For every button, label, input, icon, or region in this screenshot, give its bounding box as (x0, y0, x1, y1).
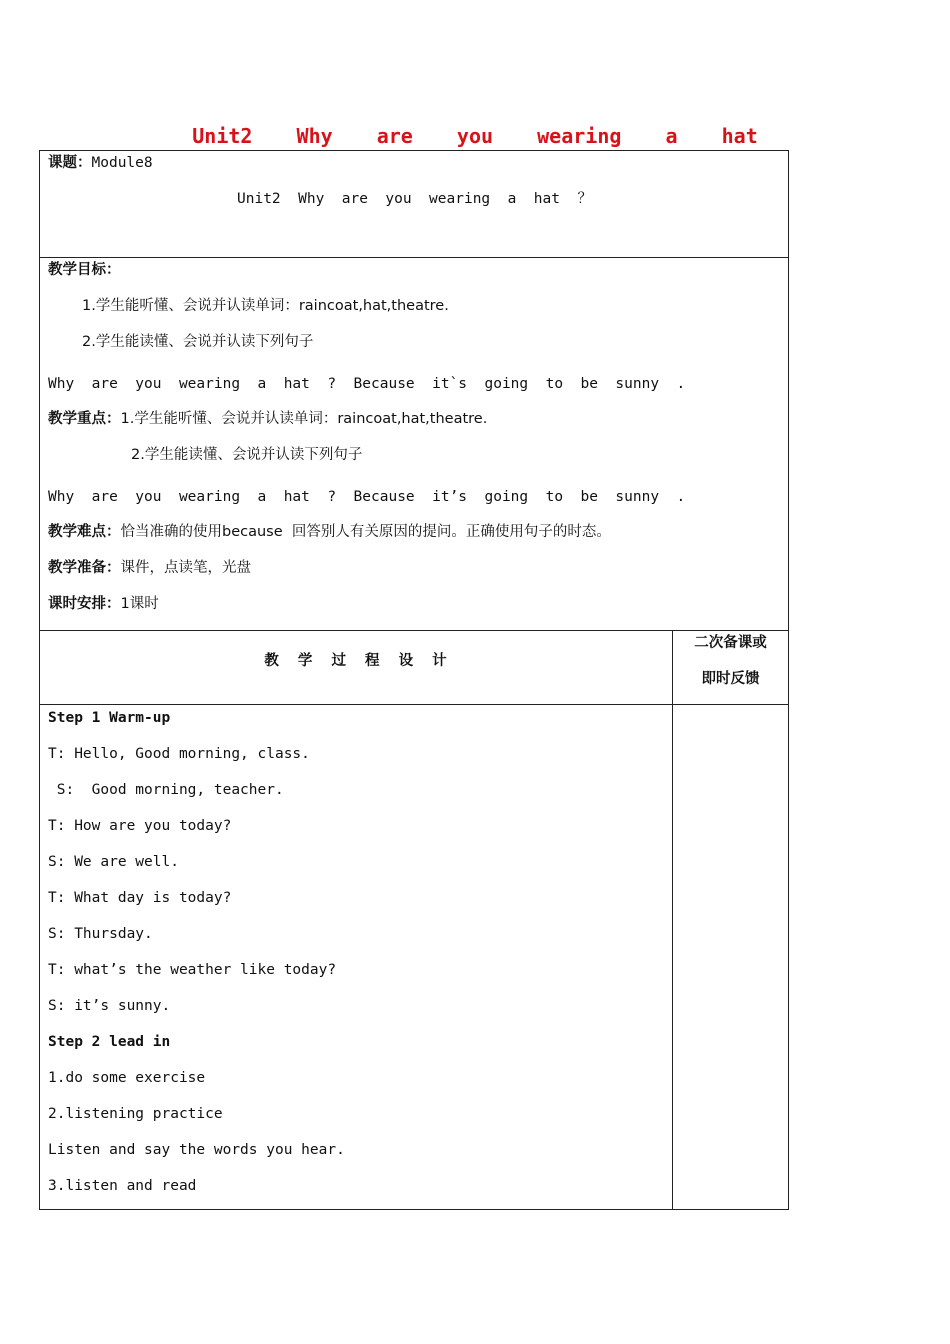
preparation-value: 课件，点读笔，光盘 (120, 560, 251, 576)
key-point-item-2: 2.学生能读懂、会说并认读下列句子 (131, 447, 363, 463)
feedback-header-line1: 二次备课或 (694, 635, 767, 651)
topic-label: 课题： (48, 155, 92, 171)
preparation-row (48, 558, 251, 578)
table-header-divider (39, 704, 789, 705)
key-points-row (48, 409, 487, 429)
dialogue-line: T: Hello, Good morning, class. (48, 746, 310, 762)
difficult-points-row (48, 522, 611, 542)
topic-value: Module8 (91, 155, 153, 171)
step2-line: 3.listen and read (48, 1178, 197, 1194)
objective-sentence: Why are you wearing a hat ? Because it`s going to be sunny . (48, 376, 686, 392)
step2-line: 1.do some exercise (48, 1070, 206, 1086)
dialogue-line: S: Thursday. (48, 926, 153, 942)
objectives-label: 教学目标： (48, 262, 121, 278)
feedback-header-line2: 即时反馈 (701, 671, 760, 687)
schedule-row (48, 594, 159, 614)
dialogue-line: T: What day is today? (48, 890, 232, 906)
dialogue-line: S: it’s sunny. (48, 998, 171, 1014)
dialogue-line: S: We are well. (48, 854, 179, 870)
dialogue-line: S: Good morning, teacher. (48, 782, 284, 798)
table-column-divider (672, 630, 673, 1210)
schedule-label: 课时安排： (48, 596, 121, 612)
objective-item-1: 1.学生能听懂、会说并认读单词：raincoat,hat,theatre. (82, 298, 449, 314)
objective-item-2: 2.学生能读懂、会说并认读下列句子 (82, 334, 314, 350)
step2-line: Listen and say the words you hear. (48, 1142, 345, 1158)
key-point-item-1: 1.学生能听懂、会说并认读单词：raincoat,hat,theatre. (120, 411, 488, 427)
unit-title: Unit2 Why are you wearing a hat ？ (237, 191, 592, 207)
difficult-points-label: 教学难点： (48, 524, 121, 540)
dialogue-line: T: How are you today? (48, 818, 232, 834)
dialogue-line: T: what’s the weather like today? (48, 962, 337, 978)
schedule-value: 1课时 (120, 596, 159, 612)
topic-row (48, 153, 153, 173)
preparation-label: 教学准备： (48, 560, 121, 576)
step2-title: Step 2 lead in (48, 1034, 171, 1050)
key-points-label: 教学重点： (48, 411, 121, 427)
difficult-points-value: 恰当准确的使用because 回答别人有关原因的提问。正确使用句子的时态。 (120, 524, 611, 540)
page-title: Unit2 Why are you wearing a hat (192, 124, 758, 148)
step1-title: Step 1 Warm-up (48, 710, 171, 726)
process-header: 教 学 过 程 设 计 (264, 653, 447, 669)
step2-line: 2.listening practice (48, 1106, 223, 1122)
key-point-sentence: Why are you wearing a hat ? Because it’s going to be sunny . (48, 489, 686, 505)
